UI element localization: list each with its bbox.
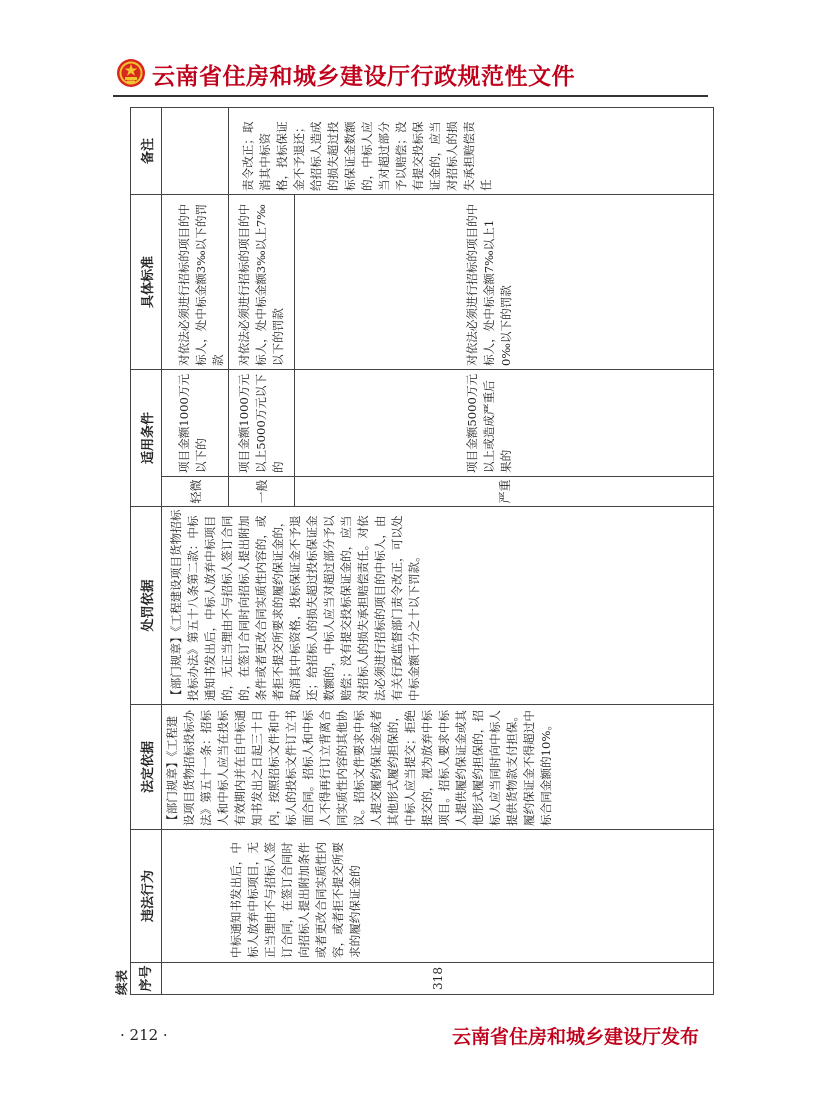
national-emblem-icon: [116, 58, 146, 88]
condition-general: 项目金额1000万元以上5000万元以下的: [237, 373, 285, 473]
col-divider-3: [130, 704, 714, 705]
col-divider-5: [130, 369, 714, 370]
level-divider-1: [228, 107, 229, 507]
penalty-standard-table: [112, 107, 714, 995]
remark-text: 责令改正；取消其中标资格，投标保证金不予退还；给招标人造成的损失超过投标保证金数额的，中标人应当对超过部分予以赔偿；没有提交投标保证金的，应当对招标人的损失承担赔偿责任: [241, 121, 493, 191]
legal-basis-text: 【部门规章】《工程建设项目货物招标投标办法》第五十一条：招标人和中标人应当在投标有效期内并在自中标通知书发出之日起三十日内，按照招标文件和中标人的投标文件订立书面合同。招标人和中标人不得再行订立背离合同实质性内容的其他协议。招标文件要求中标人提交履约保证金或者其他形式履约担保的，中标人应当提交；拒绝提交的，视为放弃中标项目。招标人要求中标人提供履约保证金或其他形式履约担保的，招标人应当同时向中标人提供货物款支付担保。履约保证金不得超过中标合同金额的10%。: [165, 710, 553, 826]
penalty-basis-text: 【部门规章】《工程建设项目货物招标投标办法》第五十八条第二款：中标通知书发出后，中标人放弃中标项目的，无正当理由不与招标人签订合同的，在签订合同时向招标人提出附加条件或者更改合同实质性内容的，或者拒不提交所要求的履约保证金的，取消其中标资格，投标保证金不予退还；给招标人的损失超过投标保证金数额的，中标人应当对超过部分予以赔偿；没有提交投标保证金的，应当对招标人的损失承担赔偿责任。对依法必须进行招标的项目的中标人，由有关行政监督部门责令改正，可以处中标金额千分之十以下罚款。: [169, 509, 421, 701]
header-legal-basis: 法定依据: [140, 741, 156, 794]
standard-serious: 对依法必须进行招标的项目的中标人，处中标金额7‰以上10‰以下的罚款: [465, 203, 513, 366]
violation-text: 中标通知书发出后，中标人放弃中标项目，无正当理由不与招标人签订合同，在签订合同时向招标人提出附加条件或者更改合同实质性内容，或者拒不提交所要求的履约保证金的: [229, 842, 362, 958]
table-border-right: [130, 107, 714, 108]
header-remark: 备注: [140, 138, 156, 165]
standard-light: 对依法必须进行招标的项目的中标人，处中标金额3‰以下的罚款: [177, 203, 225, 366]
col-divider-4: [130, 506, 714, 507]
table-border-bottom: [713, 107, 714, 995]
header-penalty-basis: 处罚依据: [140, 579, 156, 632]
col-divider-2: [130, 829, 714, 830]
table-border-left: [130, 994, 714, 995]
table-header-divider: [161, 107, 162, 995]
header-condition: 适用条件: [140, 412, 156, 465]
table-continued-label: 续表: [114, 969, 129, 995]
rotated-table-area: [112, 107, 714, 995]
level-general: 一般: [255, 479, 269, 504]
header-serial: 序号: [138, 965, 154, 992]
condition-light: 项目金额1000万元以下的: [177, 373, 208, 473]
row-serial-number: 318: [430, 967, 445, 990]
col-divider-6: [130, 194, 714, 195]
level-light: 轻微: [188, 479, 203, 504]
level-divider-2: [294, 195, 295, 507]
level-serious: 严重: [497, 479, 512, 504]
footer-publisher: 云南省住房和城乡建设厅发布: [452, 1026, 700, 1048]
standard-general: 对依法必须进行招标的项目的中标人，处中标金额3‰以上7‰以下的罚款: [237, 203, 285, 366]
page-number: · 212 ·: [120, 1026, 168, 1044]
header-violation: 违法行为: [140, 870, 156, 923]
header-divider: [113, 95, 708, 97]
header-standard: 具体标准: [140, 256, 156, 309]
document-header-title: 云南省住房和城乡建设厅行政规范性文件: [152, 64, 575, 90]
condition-serious: 项目金额5000万元以上或造成严重后果的: [465, 373, 513, 473]
